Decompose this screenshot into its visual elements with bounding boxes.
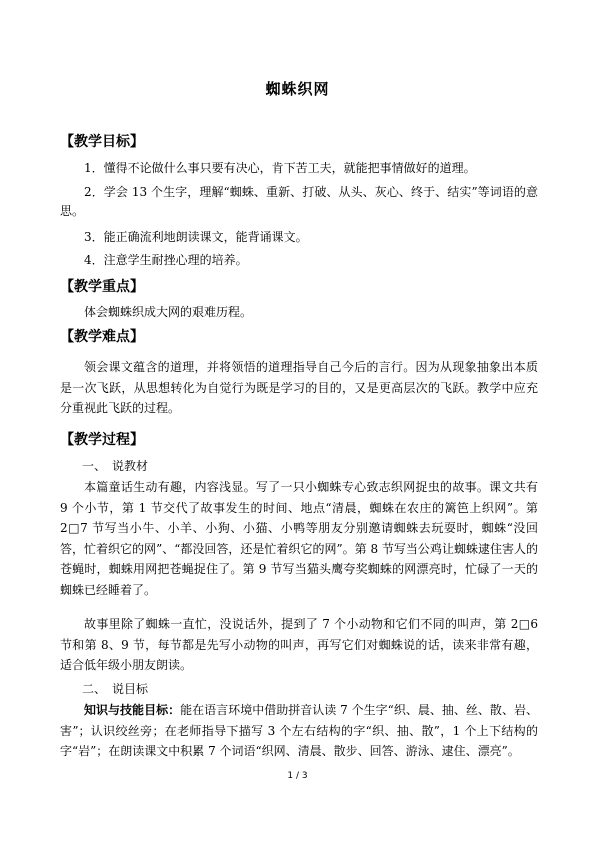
goal-item-1: 1．懂得不论做什么事只要有决心，肯下苦工夫，就能把事情做好的道理。 bbox=[84, 161, 476, 175]
goal-item-2: 2．学会 13 个生字，理解“蜘蛛、重新、打破、从头、灰心、终于、结实”等词语的意思。 bbox=[60, 185, 538, 218]
process-part2-label: 二、 说目标 bbox=[82, 682, 149, 696]
process-part1-label: 一、 说教材 bbox=[82, 459, 149, 473]
knowledge-skill-goal-text: 能在语言环境中借助拼音认读 7 个生字“织、晨、抽、丝、散、岩、害”；认识绞丝旁；在老师指导下描写 3 个左右结构的字“织、抽、散”，1 个上下结构的字“岩”；在朗读课文中积累 7 个词语“织网、清晨、散步、回答、游泳、逮住、漂亮”。 bbox=[60, 703, 538, 758]
heading-difficulties: 【教学难点】 bbox=[60, 329, 144, 345]
page-number: 1 / 3 bbox=[287, 771, 308, 781]
process-part1-paragraph-1: 本篇童话生动有趣，内容浅显。写了一只小蜘蛛专心致志织网捉虫的故事。课文共有 9 个小节，第 1 节交代了故事发生的时间、地点“清晨，蜘蛛在农庄的篱笆上织网”。第 2□7 节写当小牛、小羊、小狗、小猫、小鸭等朋友分别邀请蜘蛛去玩耍时，蜘蛛“没回答，忙着织它的网”、“都没回答，还是忙着织它的网”。第 8 节写当公鸡让蜘蛛逮住害人的苍蝇时，蜘蛛用网把苍蝇捉住了。第 9 节写当猫头鹰夸奖蜘蛛的网漂亮时，忙碌了一天的蜘蛛已经睡着了。 bbox=[60, 480, 538, 597]
heading-key-points: 【教学重点】 bbox=[60, 279, 144, 295]
goal-item-4: 4．注意学生耐挫心理的培养。 bbox=[84, 253, 248, 267]
process-part1-paragraph-2: 故事里除了蜘蛛一直忙，没说话外，提到了 7 个小动物和它们不同的叫声，第 2□6 节和第 8、9 节，每节都是先写小动物的叫声，再写它们对蜘蛛说的话，读来非常有趣，适合低年级小朋友朗读。 bbox=[60, 617, 538, 672]
heading-teaching-goals: 【教学目标】 bbox=[60, 134, 144, 150]
difficulties-text: 领会课文蕴含的道理，并将领悟的道理指导自己今后的言行。因为从现象抽象出本质是一次飞跃，从思想转化为自觉行为既是学习的目的，又是更高层次的飞跃。教学中应充分重视此飞跃的过程。 bbox=[60, 360, 538, 415]
document-title: 蜘蛛织网 bbox=[265, 80, 330, 98]
process-part2-paragraph bbox=[60, 700, 538, 762]
heading-teaching-process: 【教学过程】 bbox=[60, 432, 144, 448]
goal-item-3: 3．能正确流利地朗读课文，能背诵课文。 bbox=[84, 230, 308, 244]
knowledge-skill-goal-label: 知识与技能目标： bbox=[84, 703, 181, 717]
key-points-text: 体会蜘蛛织成大网的艰难历程。 bbox=[84, 305, 253, 319]
